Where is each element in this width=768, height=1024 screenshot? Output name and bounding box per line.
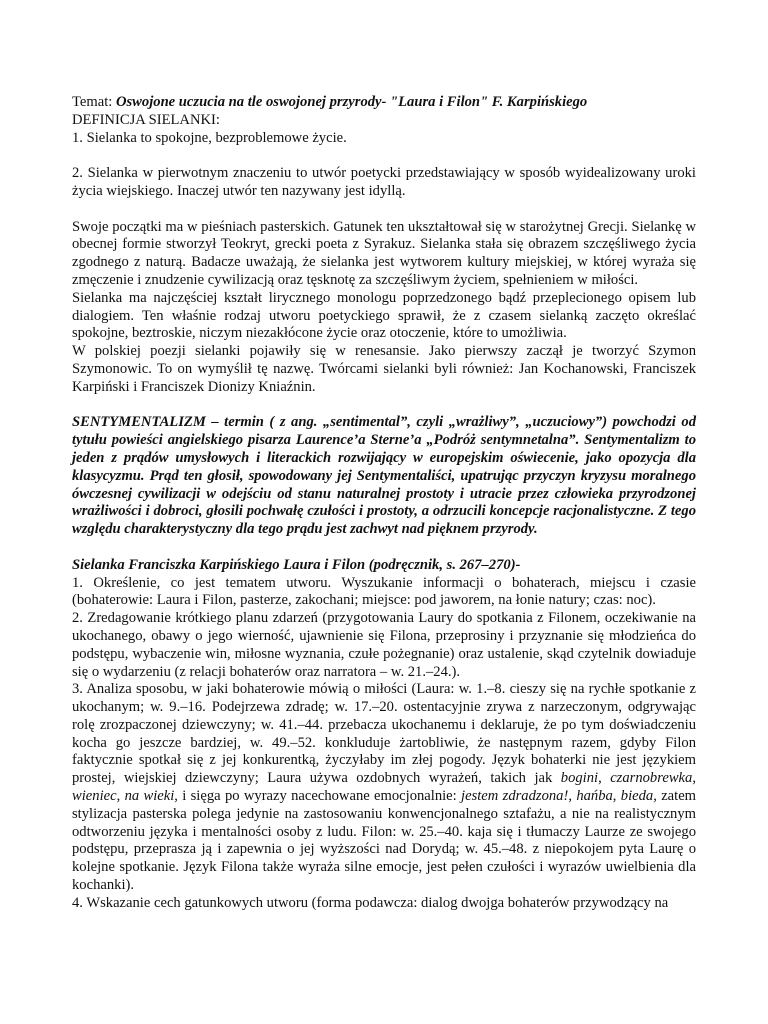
paragraph-form: Sielanka ma najczęściej kształt lirycznego monologu poprzedzonego bądź przeplecionego opisem lub dialogiem. Ten właśnie rodzaj utworu poetyckiego sprawił, że z czasem sielanką zaczęto określać spokojne, beztroskie, niczym niezakłócone życie oraz otoczenie, które to umożliwia. (72, 289, 696, 342)
separator: , (612, 788, 621, 805)
quoted-word: czarnobrewka (610, 770, 693, 787)
spacer (72, 397, 696, 415)
task-3-text: , i sięga po wyrazy nacechowane emocjonalnie: (174, 788, 462, 805)
quoted-word: bieda (620, 788, 654, 805)
topic-label: Temat: (72, 94, 116, 110)
quoted-word: hańba (576, 788, 613, 805)
task-3-text: , zatem stylizacja pasterska polega jedynie na zastosowaniu konwencjonalnego sztafażu, a nie na realistycznym odtworzeniu języka i mentalności osoby z ludu. Filon: w. 25.–40. kaja się i tłumaczy Laurze ze swojego podstępu, przeprasza ją i zapewnia o jej wyższości nad Dorydą; w. 45.–48. z niepokojem pyta Laurę o kolejne spotkanie. Język Filona także wyraża silne emocje, jest pełen czułości i wyrazów uwielbienia dla kochanki). (72, 788, 697, 894)
definitions-heading: DEFINICJA SIELANKI: (72, 111, 220, 128)
task-3 (72, 681, 696, 895)
paragraph-polish-idylls: W polskiej poezji sielanki pojawiły się w renesansie. Jako pierwszy zaczął je tworzyć Szymon Szymonowic. To on wymyślił tę nazwę. Twórcami sielanki byli również: Jan Kochanowski, Franciszek Karpiński i Franciszek Dionizy Kniaźnin. (72, 343, 696, 395)
separator: , (598, 770, 611, 787)
spacer (72, 539, 696, 557)
spacer (72, 201, 696, 219)
quoted-word: bogini (560, 770, 599, 787)
task-1: 1. Określenie, co jest tematem utworu. Wyszukanie informacji o bohaterach, miejscu i czasie (bohaterowie: Laura i Filon, pasterze, zakochani; miejsce: pod jaworem, na łonie natury; czas: noc). (72, 574, 696, 609)
quoted-word: jestem zdradzona! (461, 788, 569, 805)
section-heading: Sielanka Franciszka Karpińskiego Laura i Filon (podręcznik, s. 267–270)- (72, 556, 521, 573)
definition-1: 1. Sielanka to spokojne, bezproblemowe życie. (72, 129, 347, 146)
separator: , (568, 788, 577, 805)
topic-title: Oswojone uczucia na tle oswojonej przyrody- "Laura i Filon" F. Karpińskiego (115, 94, 588, 110)
paragraph-origins: Swoje początki ma w pieśniach pasterskich. Gatunek ten ukształtował się w starożytnej Grecji. Sielankę w obecnej formie stworzył Teokryt, grecki poeta z Syrakuz. Sielanka stała się obrazem szczęśliwego życia zgodnego z naturą. Badacze uważają, że sielanka jest wytworem kultury miejskiej, w której wyraża się zmęczenie i znudzenie cywilizacją oraz tęsknotę za szczęśliwym życiem, spełnieniem w miłości. (72, 218, 696, 288)
separator: , (116, 788, 125, 805)
task-3-text: 3. Analiza sposobu, w jaki bohaterowie mówią o miłości (Laura: w. 1.–8. cieszy się na rychłe spotkanie z ukochanym; w. 9.–16. Podejrzewa zdradę; w. 17.–20. ostentacyjnie zrywa z narzeczonym, odgrywając rolę zrozpaczonej dziewczyny; w. 41.–44. przebacza ukochanemu i deklaruje, że po tym doświadczeniu kocha go jeszcze bardziej, w. 49.–52. konkluduje żartobliwie, że następnym razem, gdyby Filon faktycznie spotkał się z jej konkurentką, życzyłaby im złej pogody. Język bohaterki nie jest językiem prostej, wiejskiej dziewczyny; Laura używa ozdobnych wyrażeń, takich jak (72, 681, 696, 787)
quoted-word: wieniec (72, 788, 117, 805)
task-2: 2. Zredagowanie krótkiego planu zdarzeń (przygotowania Laury do spotkania z Filonem, oczekiwanie na ukochanego, obawy o jego wierność, ujawnienie się Filona, przeprosiny i przyznanie się młodzieńca do podstępu, wybaczenie win, miłosne wyznania, czułe pożegnanie) oraz ustalenie, skąd czytelnik dowiaduje się o wydarzeniu (z relacji bohaterów oraz narratora – w. 21.–24.). (72, 610, 696, 680)
topic-line (72, 94, 696, 112)
separator: , (692, 770, 696, 787)
paragraph-sentimentalism: SENTYMENTALIZM – termin ( z ang. „sentimental”, czyli „wrażliwy”, „uczuciowy”) powchodzi od tytułu powieści angielskiego pisarza Laurence’a Sterne’a „Podróż sentymnetalna”. Sentymentalizm to jeden z prądów umysłowych i literackich rozwijający w europejskim oświecenie, jako opozycja dla klasycyzmu. Prąd ten głosił, spowodowany jej Sentymentaliści, upatrując przyczyn kryzysu moralnego ówczesnej cywilizacji w odejściu od stanu naturalnej prostoty i utracie przez człowieka przyrodzonej wrażliwości i dobroci, głosili pochwałę czułości i prostoty, a odrzucili koncepcje racjonalistyczne. Z tego względu charakterystyczny dla tego prądu jest zachwyt nad pięknem przyrody. (72, 414, 696, 538)
quoted-word: na wieki (124, 788, 175, 805)
spacer (72, 147, 696, 165)
definition-2: 2. Sielanka w pierwotnym znaczeniu to utwór poetycki przedstawiający w sposób wyidealizowany uroki życia wiejskiego. Inaczej utwór ten nazywany jest idyllą. (72, 165, 696, 199)
task-4: 4. Wskazanie cech gatunkowych utworu (forma podawcza: dialog dwojga bohaterów przywodzący na (72, 894, 669, 911)
